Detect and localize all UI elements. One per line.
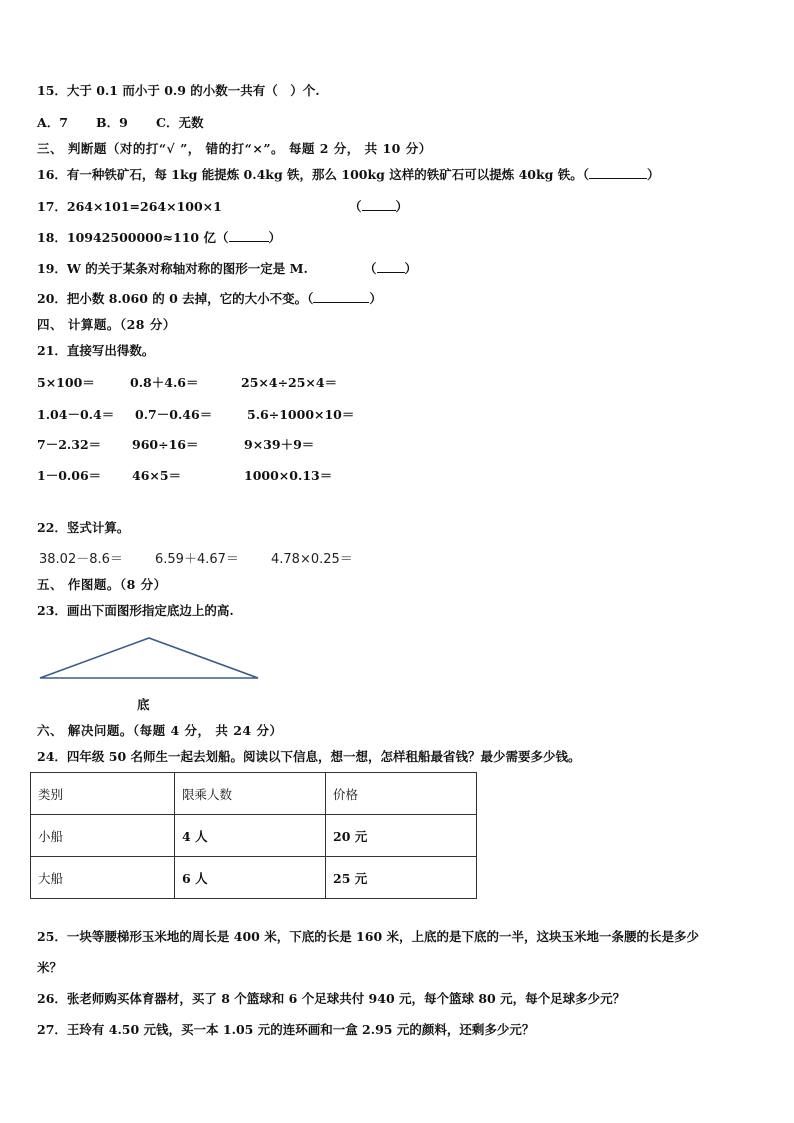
q19-answer-blank[interactable]: [377, 261, 405, 273]
q21-r1-c1: 5×100＝: [37, 375, 95, 390]
table-cell: 6 人: [175, 857, 326, 899]
q15-option-b: B．9: [96, 115, 128, 130]
table-cell: 20 元: [326, 815, 477, 857]
q16-close: ）: [647, 167, 660, 182]
q21-r3-c2: 960÷16＝: [132, 437, 199, 452]
q18-answer-blank[interactable]: [229, 230, 269, 242]
question-23: 23．画出下面图形指定底边上的高.: [37, 603, 234, 618]
question-21: 21．直接写出得数。: [37, 343, 155, 358]
q21-r1-c3: 25×4÷25×4＝: [241, 375, 338, 390]
question-25-line-1: 25．一块等腰梯形玉米地的周长是 400 米，下底的长是 160 米，上底的是下底的一半，这块玉米地一条腰的长是多少: [37, 929, 699, 944]
q17-answer: [349, 199, 408, 215]
table-cell: 大船: [31, 857, 175, 899]
q22-item-3: 4.78×0.25＝: [271, 552, 353, 567]
q18-text: 18．10942500000≈110 亿（: [37, 230, 229, 245]
q15-option-a: A．7: [37, 115, 68, 130]
q21-r4-c1: 1－0.06＝: [37, 468, 102, 483]
question-20: [37, 291, 382, 307]
question-16: [37, 167, 660, 183]
table-cell: 小船: [31, 815, 175, 857]
q20-close: ）: [369, 291, 382, 306]
q20-text: 20．把小数 8.060 的 0 去掉，它的大小不变。（: [37, 291, 314, 306]
q21-r2-c3: 5.6÷1000×10＝: [247, 407, 355, 422]
q21-r3-c3: 9×39＋9＝: [244, 437, 315, 452]
q21-r2-c2: 0.7－0.46＝: [135, 407, 213, 422]
q21-r4-c3: 1000×0.13＝: [244, 468, 333, 483]
table-row: [31, 815, 477, 857]
q18-close: ）: [268, 230, 282, 245]
q21-r4-c2: 46×5＝: [132, 468, 182, 483]
table-header-cell: 类别: [31, 773, 175, 815]
question-22: 22．竖式计算。: [37, 520, 130, 535]
question-25-line-2: 米？: [37, 960, 63, 975]
triangle-shape: [40, 638, 258, 678]
question-17: 17．264×101=264×100×1: [37, 199, 222, 214]
q19-answer: [364, 261, 417, 277]
q21-r1-c2: 0.8＋4.6＝: [130, 375, 199, 390]
q19-close: ）: [404, 261, 418, 276]
table-row: [31, 857, 477, 899]
section-5-title: 五、 作图题。（8 分）: [37, 577, 167, 592]
section-3-title: 三、 判断题（对的打“√ ”， 错的打“×”。 每题 2 分， 共 10 分）: [37, 141, 432, 156]
table-cell: 25 元: [326, 857, 477, 899]
q19-open: （: [364, 261, 377, 276]
triangle-figure[interactable]: [38, 635, 262, 683]
q17-answer-blank[interactable]: [362, 199, 396, 211]
question-15: 15．大于 0.1 而小于 0.9 的小数一共有（ ）个.: [37, 83, 320, 98]
q17-open: （: [349, 199, 362, 214]
question-18: [37, 230, 281, 246]
question-27: 27．王玲有 4.50 元钱，买一本 1.05 元的连环画和一盒 2.95 元的颜料，还剩多少元？: [37, 1022, 535, 1037]
triangle-base-label: 底: [137, 697, 150, 712]
boat-price-table: [30, 772, 477, 899]
table-header-cell: 限乘人数: [175, 773, 326, 815]
table-header-row: [31, 773, 477, 815]
q16-answer-blank[interactable]: [589, 167, 647, 179]
q16-text: 16．有一种铁矿石，每 1kg 能提炼 0.4kg 铁，那么 100kg 这样的铁矿石可以提炼 40kg 铁。（: [37, 167, 589, 182]
section-4-title: 四、 计算题。（28 分）: [37, 317, 176, 332]
q21-r2-c1: 1.04－0.4＝: [37, 407, 115, 422]
q20-answer-blank[interactable]: [313, 291, 369, 303]
q15-option-c: C．无数: [156, 115, 204, 130]
question-26: 26．张老师购买体育器材，买了 8 个篮球和 6 个足球共付 940 元，每个篮球 80 元，每个足球多少元？: [37, 991, 626, 1006]
q21-r3-c1: 7－2.32＝: [37, 437, 102, 452]
question-24: 24．四年级 50 名师生一起去划船。阅读以下信息，想一想，怎样租船最省钱？最少需要多少钱。: [37, 749, 581, 764]
q22-item-1: 38.02－8.6＝: [39, 552, 123, 567]
table-header-cell: 价格: [326, 773, 477, 815]
question-19: 19．W 的关于某条对称轴对称的图形一定是 M.: [37, 261, 308, 276]
section-6-title: 六、 解决问题。（每题 4 分， 共 24 分）: [37, 723, 283, 738]
q22-item-2: 6.59＋4.67＝: [155, 552, 239, 567]
table-cell: 4 人: [175, 815, 326, 857]
q17-close: ）: [395, 199, 409, 214]
